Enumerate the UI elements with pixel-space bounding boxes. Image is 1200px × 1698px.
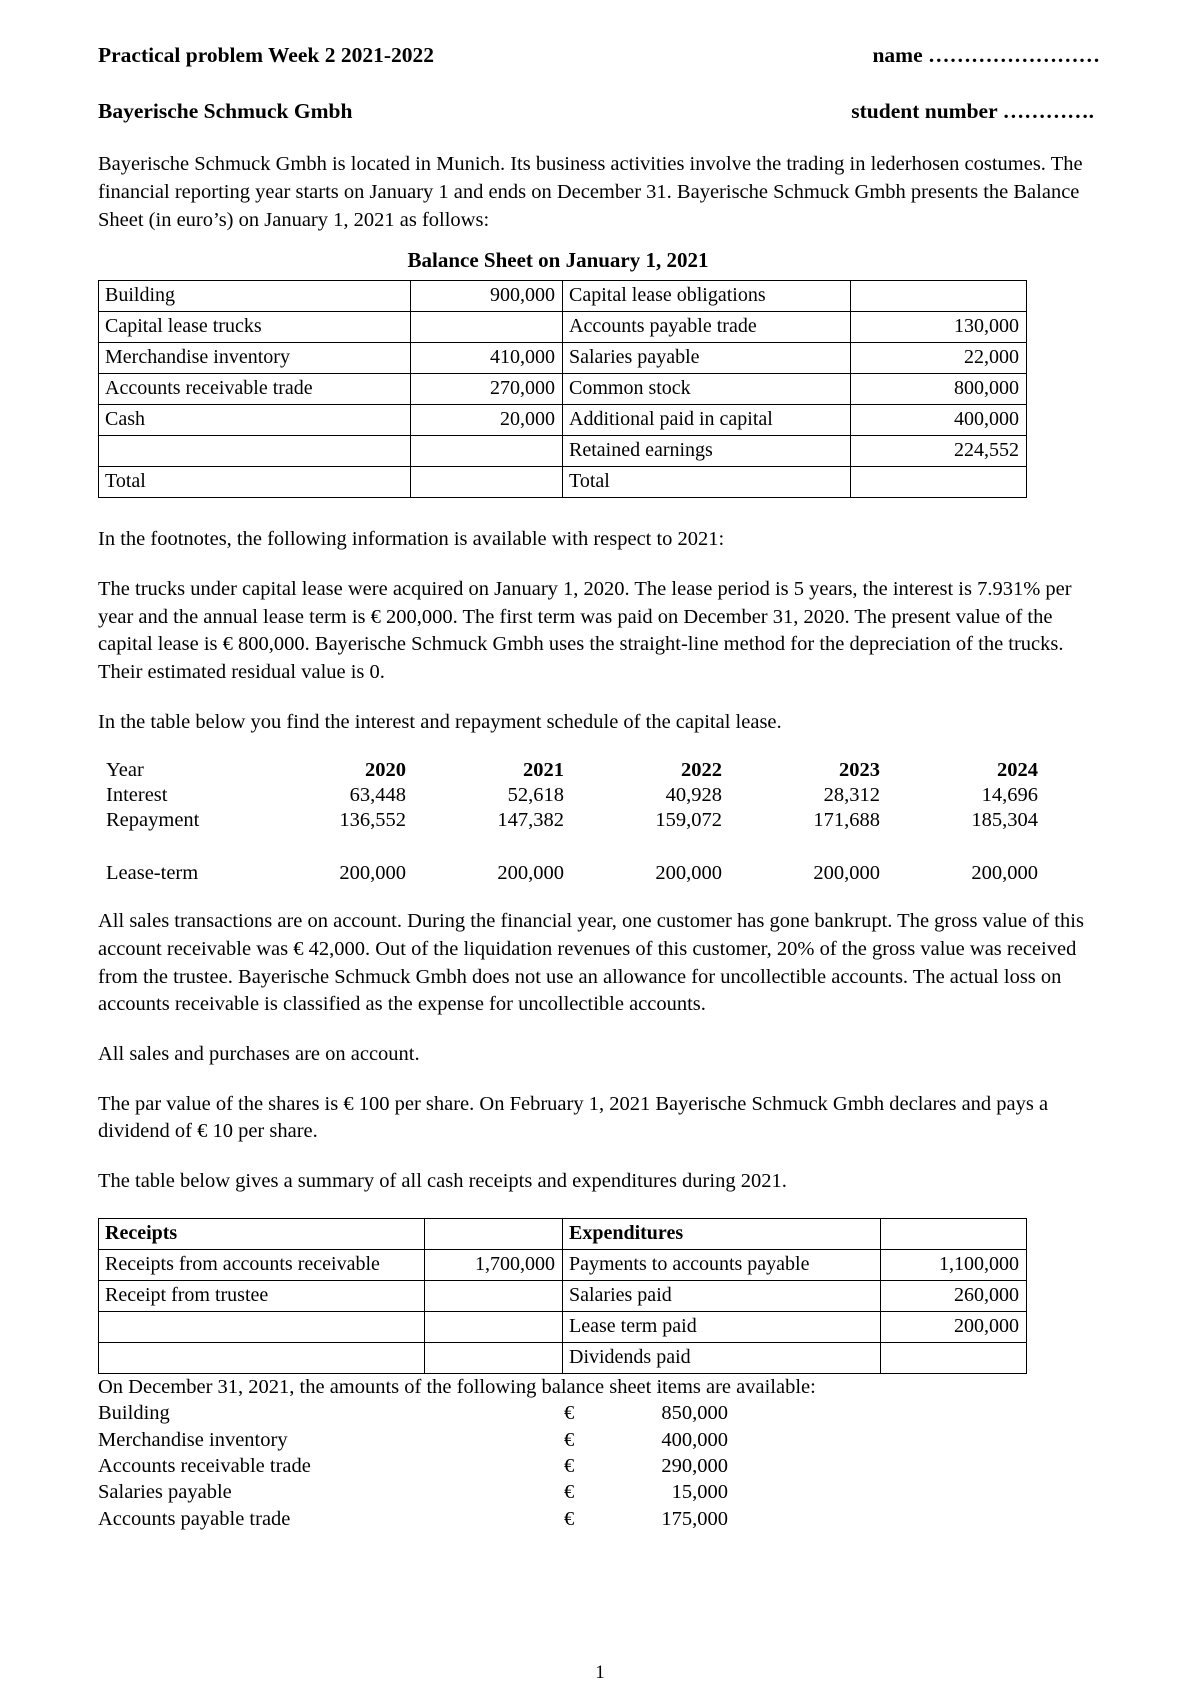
header-line-title [98, 44, 1108, 68]
receipt-amount [425, 1342, 563, 1373]
repayment-2021: 147,382 [497, 809, 564, 832]
asset-amount: 410,000 [411, 343, 563, 374]
schedule-spacer-row [106, 833, 1056, 861]
name-field: name …………………… [872, 43, 1100, 67]
item-amount: 290,000 [661, 1455, 728, 1478]
lease-term-2023: 200,000 [813, 862, 880, 885]
interest-2024: 14,696 [981, 784, 1038, 807]
header-line-company [98, 100, 1108, 124]
asset-amount: 900,000 [411, 281, 563, 312]
list-item [98, 1479, 1108, 1505]
liability-amount: 224,552 [851, 436, 1027, 467]
repayment-2020: 136,552 [339, 809, 406, 832]
footnotes-intro: In the footnotes, the following information is available with respect to 2021: [98, 528, 725, 551]
asset-label: Capital lease trucks [99, 312, 411, 343]
asset-amount: 270,000 [411, 374, 563, 405]
interest-2023: 28,312 [823, 784, 880, 807]
expenditures-amount-header [881, 1218, 1027, 1249]
liability-amount: 800,000 [851, 374, 1027, 405]
expenditure-amount: 260,000 [881, 1280, 1027, 1311]
liability-label: Additional paid in capital [563, 405, 851, 436]
dividend-paragraph: The par value of the shares is € 100 per share. On February 1, 2021 Bayerische Schmuck Gmbh declares and pays a dividend of € 10 per share. [98, 1092, 1049, 1143]
liability-total-label: Total [563, 467, 851, 498]
schedule-interest-label: Interest [106, 784, 168, 807]
euro-symbol: € [564, 1507, 575, 1530]
schedule-intro: In the table below you find the interest and repayment schedule of the capital lease. [98, 710, 782, 733]
liability-label: Accounts payable trade [563, 312, 851, 343]
liability-label: Retained earnings [563, 436, 851, 467]
item-name: Accounts payable trade [98, 1507, 291, 1530]
expenditure-label: Dividends paid [563, 1342, 881, 1373]
liability-amount: 400,000 [851, 405, 1027, 436]
asset-amount [411, 436, 563, 467]
page-number: 1 [595, 1662, 605, 1683]
expenditure-label: Payments to accounts payable [563, 1249, 881, 1280]
receipt-amount [425, 1280, 563, 1311]
schedule-lease-term-row [106, 861, 1056, 886]
lease-term-2024: 200,000 [971, 862, 1038, 885]
bankruptcy-paragraph: All sales transactions are on account. During the financial year, one customer has gone bankrupt. The gross value of this account receivable was € 42,000. Out of the liquidation revenues of this customer, 20% of the gross value was received from the trustee. Bayerische Schmuck Gmbh does not use an allowance for uncollectible accounts. The actual loss on accounts receivable is classified as the expense for uncollectible accounts. [98, 910, 1084, 1016]
liability-label: Capital lease obligations [563, 281, 851, 312]
asset-label: Accounts receivable trade [99, 374, 411, 405]
receipt-label: Receipts from accounts receivable [99, 1249, 425, 1280]
receipt-label: Receipt from trustee [99, 1280, 425, 1311]
receipt-amount: 1,700,000 [425, 1249, 563, 1280]
balance-sheet-body [99, 281, 1027, 498]
receipt-label [99, 1342, 425, 1373]
spacer-cell [106, 833, 1056, 861]
item-name: Salaries payable [98, 1481, 232, 1504]
table-row [99, 1249, 1027, 1280]
list-item [98, 1400, 1108, 1426]
expenditure-amount: 200,000 [881, 1311, 1027, 1342]
list-item [98, 1427, 1108, 1453]
receipts-amount-header [425, 1218, 563, 1249]
asset-amount [411, 312, 563, 343]
asset-label: Merchandise inventory [99, 343, 411, 374]
list-item [98, 1506, 1108, 1532]
table-row [99, 405, 1027, 436]
table-row [99, 436, 1027, 467]
asset-label: Building [99, 281, 411, 312]
table-row [99, 374, 1027, 405]
schedule-year-2022: 2022 [681, 759, 722, 782]
list-item [98, 1453, 1108, 1479]
table-row [99, 1342, 1027, 1373]
euro-symbol: € [564, 1428, 575, 1451]
schedule-year-2020: 2020 [365, 759, 406, 782]
expenditure-amount [881, 1342, 1027, 1373]
repayment-2024: 185,304 [971, 809, 1038, 832]
table-row [99, 312, 1027, 343]
table-row [99, 1311, 1027, 1342]
expenditures-header: Expenditures [563, 1218, 881, 1249]
interest-2022: 40,928 [665, 784, 722, 807]
expenditure-label: Lease term paid [563, 1311, 881, 1342]
item-name: Merchandise inventory [98, 1428, 288, 1451]
item-name: Building [98, 1402, 170, 1425]
receipt-amount [425, 1311, 563, 1342]
repayment-2022: 159,072 [655, 809, 722, 832]
balance-sheet-title: Balance Sheet on January 1, 2021 [407, 248, 709, 273]
lease-paragraph: The trucks under capital lease were acquired on January 1, 2020. The lease period is 5 years, the interest is 7.931% per year and the annual lease term is € 200,000. The first term was paid on December 31, 2020. The present value of the capital lease is € 800,000. Bayerische Schmuck Gmbh uses the straight-line method for the depreciation of the trucks. Their estimated residual value is 0. [98, 577, 1072, 683]
lease-term-2022: 200,000 [655, 862, 722, 885]
item-name: Accounts receivable trade [98, 1455, 311, 1478]
document-title: Practical problem Week 2 2021-2022 [98, 43, 434, 67]
expenditure-label: Salaries paid [563, 1280, 881, 1311]
table-row-total [99, 467, 1027, 498]
liability-label: Salaries payable [563, 343, 851, 374]
asset-total-amount [411, 467, 563, 498]
table-row [99, 281, 1027, 312]
asset-total-label: Total [99, 467, 411, 498]
closing-items-list [98, 1374, 1108, 1533]
euro-symbol: € [564, 1481, 575, 1504]
intro-paragraph: Bayerische Schmuck Gmbh is located in Munich. Its business activities involve the trading in lederhosen costumes. The financial reporting year starts on January 1 and ends on December 31. Bayerische Schmuck Gmbh presents the Balance Sheet (in euro’s) on January 1, 2021 as follows: [98, 153, 1083, 231]
liability-label: Common stock [563, 374, 851, 405]
schedule-repayment-row [106, 808, 1056, 833]
liability-total-amount [851, 467, 1027, 498]
cash-summary-table [98, 1218, 1027, 1374]
expenditure-amount: 1,100,000 [881, 1249, 1027, 1280]
schedule-year-2023: 2023 [839, 759, 880, 782]
closing-intro: On December 31, 2021, the amounts of the following balance sheet items are available: [98, 1375, 816, 1398]
interest-2020: 63,448 [349, 784, 406, 807]
asset-label: Cash [99, 405, 411, 436]
item-amount: 400,000 [661, 1428, 728, 1451]
schedule-repayment-label: Repayment [106, 809, 200, 832]
item-amount: 15,000 [671, 1481, 728, 1504]
schedule-interest-row [106, 783, 1056, 808]
schedule-year-2021: 2021 [523, 759, 564, 782]
balance-sheet-table [98, 280, 1027, 498]
liability-amount [851, 281, 1027, 312]
asset-label [99, 436, 411, 467]
receipts-header: Receipts [99, 1218, 425, 1249]
cash-table-intro: The table below gives a summary of all cash receipts and expenditures during 2021. [98, 1170, 787, 1193]
schedule-year-2024: 2024 [997, 759, 1038, 782]
lease-term-2021: 200,000 [497, 862, 564, 885]
euro-symbol: € [564, 1402, 575, 1425]
company-name: Bayerische Schmuck Gmbh [98, 98, 353, 123]
asset-amount: 20,000 [411, 405, 563, 436]
item-amount: 850,000 [661, 1402, 728, 1425]
student-number-field: student number …………. [851, 98, 1094, 123]
lease-schedule-table [106, 758, 1056, 886]
schedule-lease-term-label: Lease-term [106, 862, 199, 885]
schedule-year-label: Year [106, 759, 144, 782]
cash-table-header-row [99, 1218, 1027, 1249]
liability-amount: 22,000 [851, 343, 1027, 374]
interest-2021: 52,618 [507, 784, 564, 807]
receipt-label [99, 1311, 425, 1342]
lease-term-2020: 200,000 [339, 862, 406, 885]
table-row [99, 343, 1027, 374]
table-row [99, 1280, 1027, 1311]
repayment-2023: 171,688 [813, 809, 880, 832]
euro-symbol: € [564, 1455, 575, 1478]
schedule-header-row [106, 758, 1056, 783]
sales-purchases-paragraph: All sales and purchases are on account. [98, 1043, 420, 1066]
item-amount: 175,000 [661, 1507, 728, 1530]
liability-amount: 130,000 [851, 312, 1027, 343]
